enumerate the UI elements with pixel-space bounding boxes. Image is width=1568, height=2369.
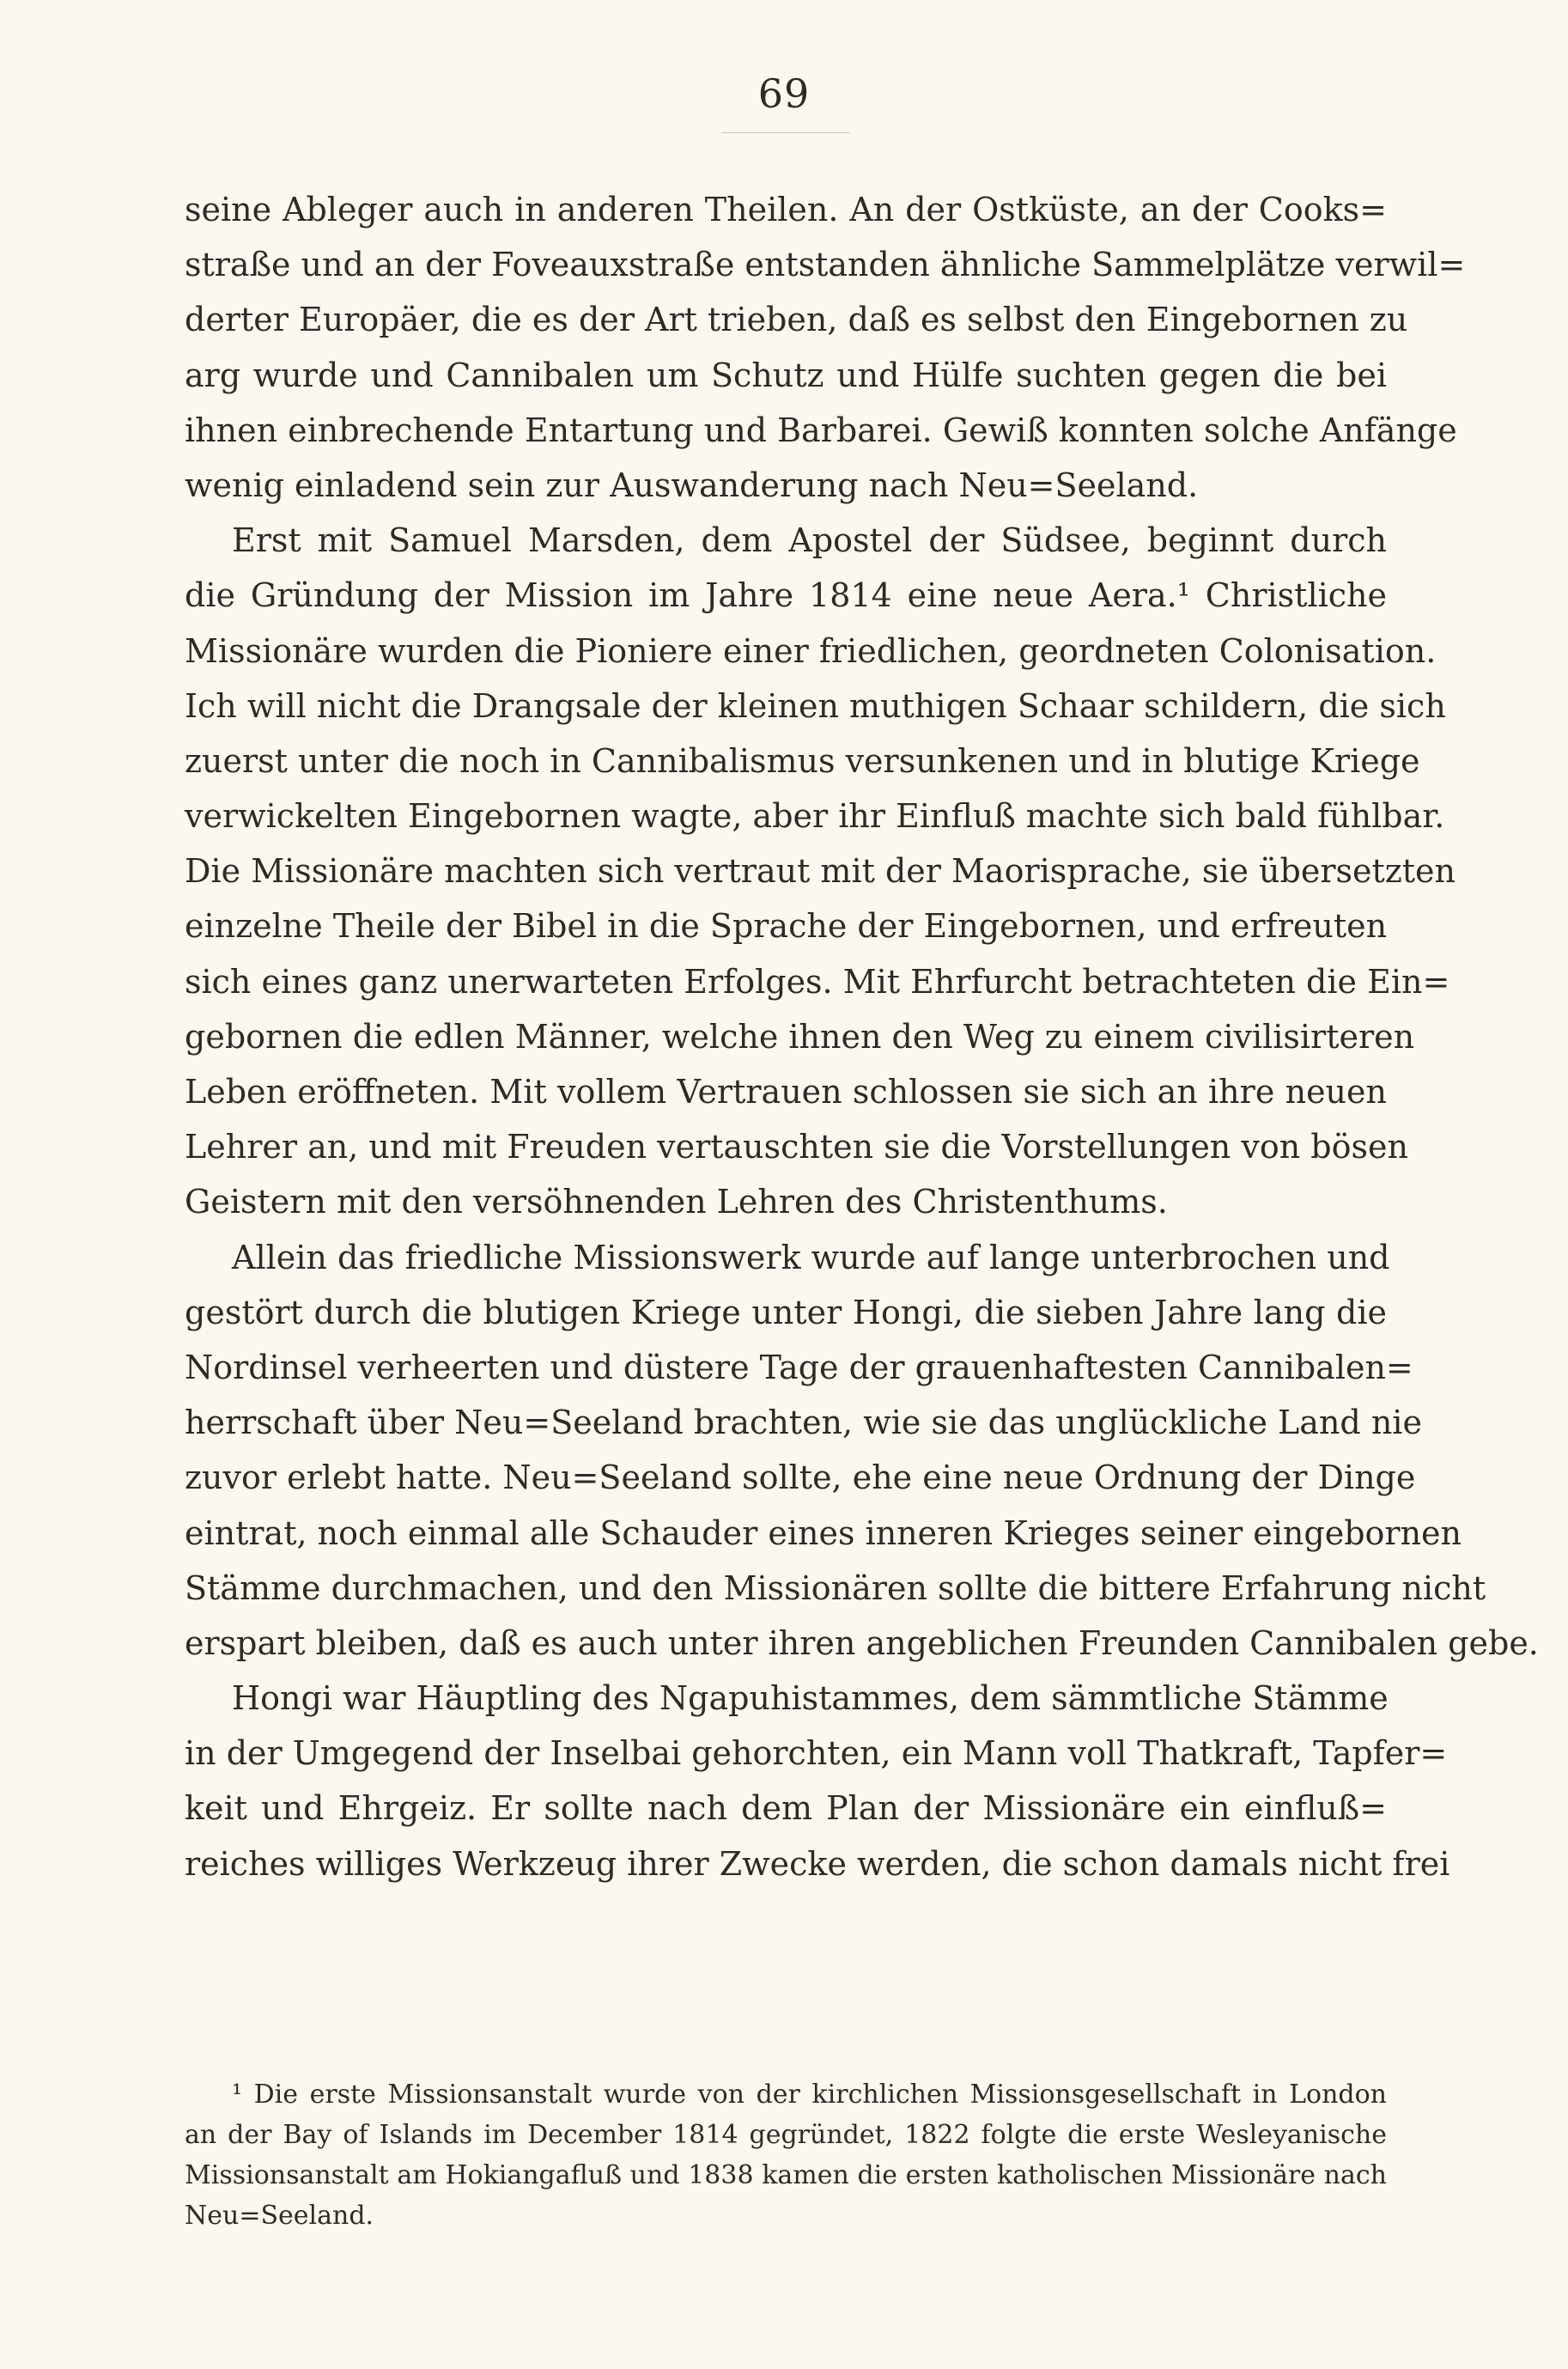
text-line: verwickelten Eingebornen wagte, aber ihr Einfluß machte sich bald fühlbar. — [185, 797, 1445, 836]
text-line: erspart bleiben, daß es auch unter ihren angeblichen Freunden Cannibalen gebe. — [185, 1623, 1539, 1662]
text-line: Hongi war Häuptling des Ngapuhistammes, dem sämmtliche Stämme — [232, 1679, 1389, 1718]
footnote-line: Missionsanstalt am Hokiangafluß und 1838 kamen die ersten katholischen Missionäre nach — [185, 2160, 1387, 2190]
text-line: gebornen die edlen Männer, welche ihnen den Weg zu einem civilisirteren — [185, 1017, 1415, 1056]
text-line: derter Europäer, die es der Art trieben, daß es selbst den Eingebornen zu — [185, 301, 1408, 339]
footnote-line: ¹ Die erste Missionsanstalt wurde von der kirchlichen Missionsgesellschaft in London — [232, 2080, 1387, 2110]
text-line: Geistern mit den versöhnenden Lehren des Christenthums. — [185, 1183, 1168, 1221]
text-line: Leben eröffneten. Mit vollem Vertrauen schlossen sie sich an ihre neuen — [185, 1073, 1387, 1111]
footnote — [185, 2074, 1387, 2236]
text-line: Lehrer an, und mit Freuden vertauschten sie die Vorstellungen von bösen — [185, 1128, 1408, 1166]
text-line: Missionäre wurden die Pioniere einer friedlichen, geordneten Colonisation. — [185, 631, 1437, 670]
text-line: wenig einladend sein zur Auswanderung nach Neu=Seeland. — [185, 466, 1199, 504]
text-line: reiches williges Werkzeug ihrer Zwecke werden, die schon damals nicht frei — [185, 1844, 1450, 1883]
text-line: ihnen einbrechende Entartung und Barbarei. Gewiß konnten solche Anfänge — [185, 411, 1457, 449]
text-line: Ich will nicht die Drangsale der kleinen muthigen Schaar schildern, die sich — [185, 686, 1446, 725]
text-line: die Gründung der Mission im Jahre 1814 eine neue Aera.¹ Christliche — [185, 576, 1387, 615]
text-line: zuerst unter die noch in Cannibalismus versunkenen und in blutige Kriege — [185, 741, 1420, 780]
footnote-line: an der Bay of Islands im December 1814 gegründet, 1822 folgte die erste Wesleyanische — [185, 2120, 1387, 2150]
text-line: einzelne Theile der Bibel in die Sprache der Eingebornen, und erfreuten — [185, 907, 1388, 946]
text-line: in der Umgegend der Inselbai gehorchten, ein Mann voll Thatkraft, Tapfer= — [185, 1734, 1448, 1773]
text-line: eintrat, noch einmal alle Schauder eines inneren Krieges seiner eingebornen — [185, 1513, 1462, 1552]
text-line: straße und an der Foveauxstraße entstanden ähnliche Sammelplätze verwil= — [185, 246, 1466, 284]
text-line: keit und Ehrgeiz. Er sollte nach dem Plan der Missionäre ein einfluß= — [185, 1789, 1387, 1828]
text-line: Allein das friedliche Missionswerk wurde auf lange unterbrochen und — [232, 1238, 1390, 1276]
footnote-line: Neu=Seeland. — [185, 2201, 374, 2231]
text-line: Die Missionäre machten sich vertraut mit der Maorisprache, sie übersetzten — [185, 852, 1456, 891]
text-line: herrschaft über Neu=Seeland brachten, wie sie das unglückliche Land nie — [185, 1404, 1422, 1442]
body-text — [185, 182, 1539, 1891]
text-line: Nordinsel verheerten und düstere Tage der grauenhaftesten Cannibalen= — [185, 1348, 1413, 1386]
page-number: 69 — [757, 70, 811, 117]
text-line: arg wurde und Cannibalen um Schutz und Hülfe suchten gegen die bei — [185, 356, 1387, 394]
text-line: gestört durch die blutigen Kriege unter Hongi, die sieben Jahre lang die — [185, 1293, 1387, 1331]
text-line: zuvor erlebt hatte. Neu=Seeland sollte, ehe eine neue Ordnung der Dinge — [185, 1459, 1416, 1497]
header-rule — [721, 132, 850, 133]
text-line: Erst mit Samuel Marsden, dem Apostel der Südsee, beginnt durch — [232, 521, 1387, 560]
text-line: seine Ableger auch in anderen Theilen. An der Ostküste, an der Cooks= — [185, 191, 1387, 228]
text-line: sich eines ganz unerwarteten Erfolges. Mit Ehrfurcht betrachteten die Ein= — [185, 962, 1450, 1001]
text-line: Stämme durchmachen, und den Missionären sollte die bittere Erfahrung nicht — [185, 1568, 1486, 1607]
